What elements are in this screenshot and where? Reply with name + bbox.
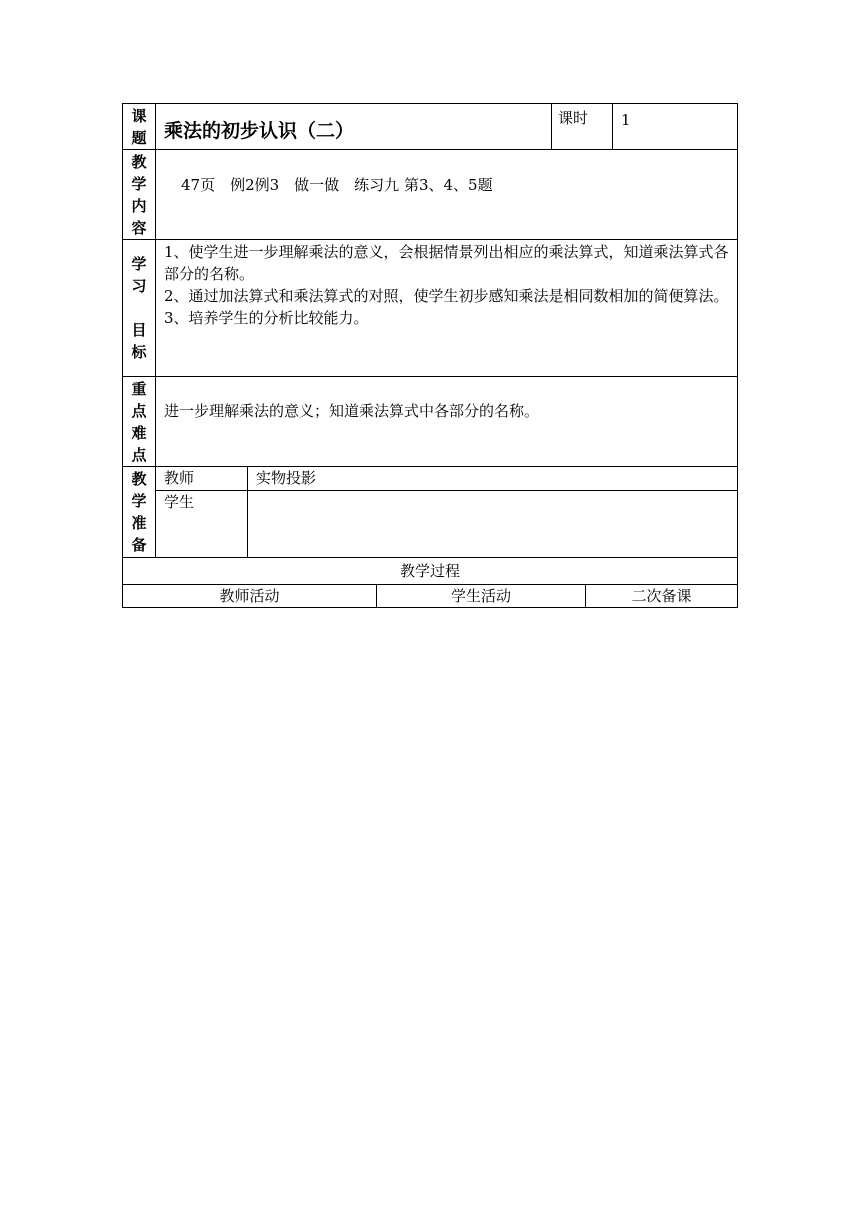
objective-item-2: 2、通过加法算式和乘法算式的对照，使学生初步感知乘法是相同数相加的简便算法。: [164, 287, 729, 305]
student-label: 学生: [156, 491, 248, 557]
process-title-row: [122, 558, 738, 585]
key-points-text: 进一步理解乘法的意义；知道乘法算式中各部分的名称。: [164, 402, 540, 420]
lesson-plan-table: [122, 103, 738, 608]
preparation-label: 教 学 准 备: [123, 467, 156, 557]
revision-notes-header: 二次备课: [631, 587, 692, 605]
topic-cell: [156, 104, 552, 149]
key-points-row: [122, 377, 738, 467]
period-value: 1: [621, 111, 631, 129]
process-columns-row: [122, 585, 738, 608]
objectives-list: [156, 240, 737, 376]
content-text: 47页 例2例3 做一做 练习九 第3、4、5题: [181, 176, 493, 194]
teacher-label: 教师: [156, 467, 248, 490]
content-label: 教 学 内 容: [123, 150, 156, 239]
preparation-grid: [156, 467, 737, 557]
topic-row: [122, 103, 738, 150]
student-materials: [248, 491, 737, 557]
preparation-row: [122, 467, 738, 558]
student-prep-row: [156, 491, 737, 557]
key-points-label: 重 点 难 点: [123, 377, 156, 466]
objective-item-3: 3、培养学生的分析比较能力。: [164, 309, 369, 327]
topic-label: 课 题: [123, 104, 156, 149]
student-activity-header: 学生活动: [377, 585, 586, 607]
period-label: 课时: [552, 104, 613, 149]
content-row: [122, 150, 738, 240]
objective-item-1: 1、使学生进一步理解乘法的意义，会根据情景列出相应的乘法算式，知道乘法算式各部分的名称。: [164, 243, 729, 283]
process-title: 教学过程: [399, 562, 460, 580]
teacher-materials: 实物投影: [256, 469, 317, 487]
teacher-prep-row: [156, 467, 737, 491]
objectives-label: 学 习 目 标: [123, 240, 156, 376]
lesson-title: 乘法的初步认识（二）: [164, 120, 355, 142]
objectives-row: [122, 240, 738, 377]
teacher-activity-header: 教师活动: [123, 585, 377, 607]
